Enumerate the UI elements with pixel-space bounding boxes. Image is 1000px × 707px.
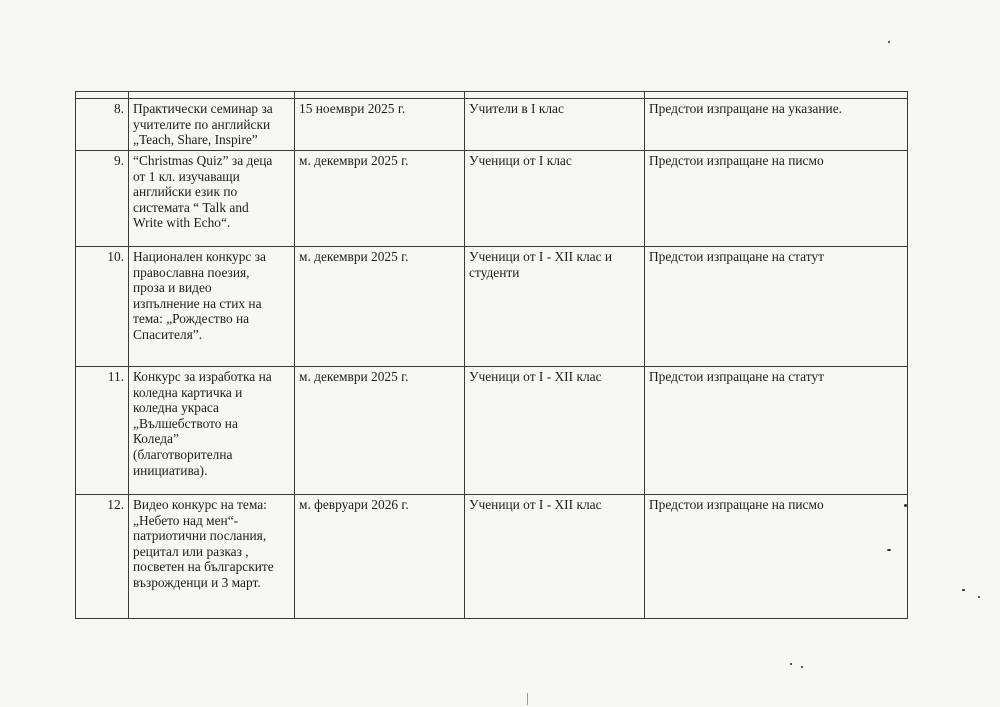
event-title: Практически семинар за учителите по английски „Teach, Share, Inspire” <box>129 99 295 151</box>
event-date: м. февруари 2026 г. <box>295 495 465 619</box>
event-date: м. декември 2025 г. <box>295 367 465 495</box>
event-status: Предстои изпращане на писмо <box>645 495 908 619</box>
event-participants: Ученици от I - XII клас и студенти <box>465 247 645 367</box>
event-title: Видео конкурс на тема: „Небето над мен“- патриотични послания, рецитал или разказ , посветен на българските възрожденци и 3 март. <box>129 495 295 619</box>
table-row <box>76 367 908 495</box>
row-number: 11. <box>76 367 129 495</box>
table-top-row <box>76 92 908 99</box>
row-number: 8. <box>76 99 129 151</box>
event-participants: Ученици от I - XII клас <box>465 495 645 619</box>
table-row <box>76 99 908 151</box>
events-table <box>75 91 908 619</box>
row-number: 10. <box>76 247 129 367</box>
event-title: Национален конкурс за православна поезия, проза и видео изпълнение на стих на тема: „Рождество на Спасителя”. <box>129 247 295 367</box>
event-participants: Ученици от I клас <box>465 151 645 247</box>
event-date: 15 ноември 2025 г. <box>295 99 465 151</box>
scan-speck <box>801 666 803 668</box>
event-title: “Christmas Quiz” за деца от 1 кл. изучаващи английски език по системата “ Talk and Write with Echo“. <box>129 151 295 247</box>
scan-speck <box>904 504 907 507</box>
event-status: Предстои изпращане на указание. <box>645 99 908 151</box>
event-status: Предстои изпращане на статут <box>645 247 908 367</box>
scan-speck <box>790 663 792 665</box>
table-row <box>76 495 908 619</box>
table-row <box>76 247 908 367</box>
scan-speck <box>887 549 891 551</box>
scan-speck <box>978 596 980 598</box>
event-date: м. декември 2025 г. <box>295 247 465 367</box>
event-status: Предстои изпращане на статут <box>645 367 908 495</box>
event-status: Предстои изпращане на писмо <box>645 151 908 247</box>
row-number: 9. <box>76 151 129 247</box>
table-row <box>76 151 908 247</box>
scan-speck <box>527 693 528 705</box>
event-date: м. декември 2025 г. <box>295 151 465 247</box>
scan-speck <box>888 41 890 43</box>
scan-speck <box>962 589 965 591</box>
event-title: Конкурс за изработка на коледна картичка и коледна украса „Вълшебството на Коледа” (благотворителна инициатива). <box>129 367 295 495</box>
event-participants: Учители в I клас <box>465 99 645 151</box>
event-participants: Ученици от I - XII клас <box>465 367 645 495</box>
row-number: 12. <box>76 495 129 619</box>
